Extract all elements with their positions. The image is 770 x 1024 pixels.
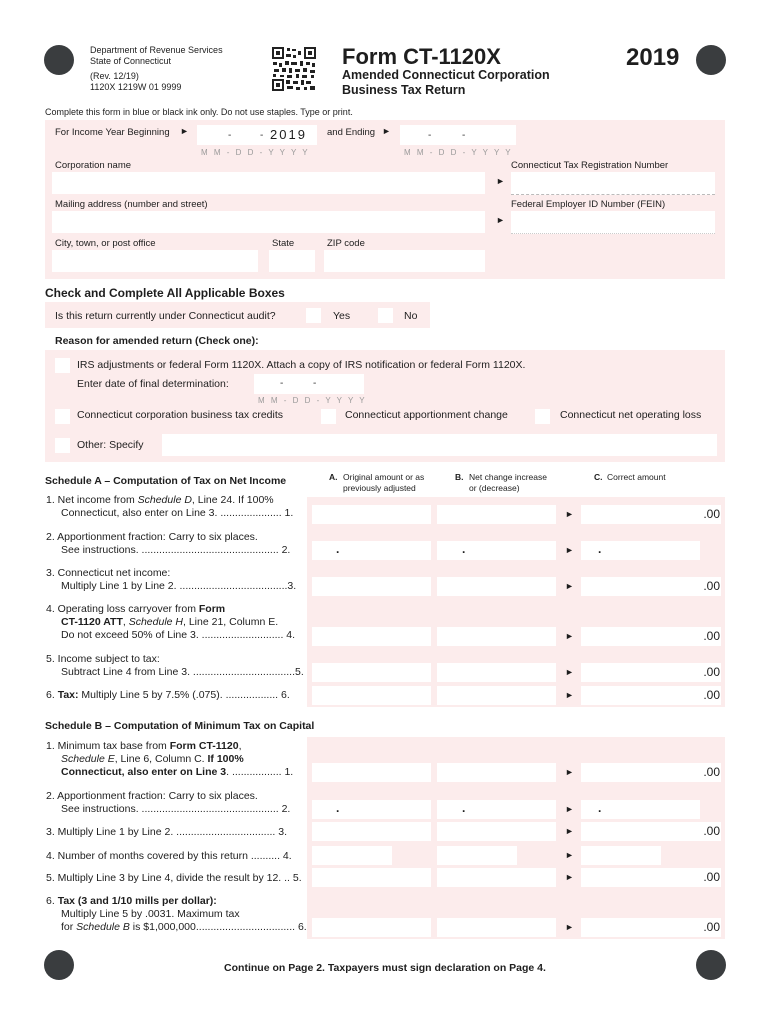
date-separator: - (462, 130, 466, 141)
col-a-letter: A. (329, 472, 338, 482)
arrow-right-icon: ► (565, 826, 574, 836)
tax-year: 2019 (626, 44, 680, 71)
audit-question: Is this return currently under Connecticut audit? (55, 310, 276, 322)
form-subtitle-2: Business Tax Return (342, 83, 466, 97)
check-boxes-heading: Check and Complete All Applicable Boxes (45, 286, 285, 300)
state-name: State of Connecticut (90, 56, 172, 66)
audit-no-checkbox[interactable] (378, 308, 393, 323)
col-b-header: Net change increase (469, 472, 547, 482)
col-a-header-2: previously adjusted (343, 483, 416, 493)
registration-mark (44, 45, 74, 75)
nol-label: Connecticut net operating loss (560, 409, 702, 421)
schedule-b-title: Schedule B – Computation of Minimum Tax on Capital (45, 720, 315, 732)
other-specify-input[interactable] (162, 434, 717, 456)
sch-a-line-2-col-b[interactable] (437, 541, 556, 560)
sch-b-line-2-col-b[interactable] (437, 800, 556, 819)
form-code: 1120X 1219W 01 9999 (90, 82, 182, 92)
final-determination-date-input[interactable] (254, 374, 364, 394)
other-label: Other: Specify (77, 439, 144, 451)
form-title: Form CT-1120X (342, 44, 501, 69)
apportionment-label: Connecticut apportionment change (345, 409, 508, 421)
city-input[interactable] (52, 250, 258, 272)
sch-b-line-3-label: 3. Multiply Line 1 by Line 2. .................................. 3. (46, 826, 288, 838)
cents-suffix: .00 (703, 920, 720, 934)
sch-a-line-4-col-b[interactable] (437, 627, 556, 646)
fein-label: Federal Employer ID Number (FEIN) (511, 199, 666, 210)
sch-a-line-2-label: 2. Apportionment fraction: Carry to six places. See instructions. ............................................... 2. (46, 531, 291, 556)
decimal-point: . (598, 542, 602, 556)
fein-input[interactable] (511, 211, 715, 234)
arrow-right-icon: ► (565, 804, 574, 814)
arrow-right-icon: ► (565, 509, 574, 519)
sch-b-line-4-col-a[interactable] (312, 846, 392, 865)
end-date-input[interactable] (400, 125, 516, 145)
nol-checkbox[interactable] (535, 409, 550, 424)
col-c-letter: C. (594, 472, 603, 482)
sch-b-line-4-label: 4. Number of months covered by this return .......... 4. (46, 850, 292, 862)
decimal-point: . (336, 542, 340, 556)
col-b-header-2: or (decrease) (469, 483, 520, 493)
corp-name-label: Corporation name (55, 160, 132, 171)
credits-checkbox[interactable] (55, 409, 70, 424)
final-determination-label: Enter date of final determination: (77, 378, 229, 390)
sch-a-line-1-label: 1. Net income from Schedule D, Line 24. If 100% Connecticut, also enter on Line 3. ..................... 1. (46, 494, 294, 519)
sch-a-line-5-col-a[interactable] (312, 663, 431, 682)
arrow-right-icon: ► (565, 850, 574, 860)
sch-a-line-3-col-b[interactable] (437, 577, 556, 596)
arrow-right-icon: ► (565, 545, 574, 555)
begin-year-prefill: 2019 (270, 127, 307, 142)
income-year-label: For Income Year Beginning (55, 127, 170, 138)
arrow-right-icon: ► (382, 126, 391, 136)
audit-yes-checkbox[interactable] (306, 308, 321, 323)
apportionment-checkbox[interactable] (321, 409, 336, 424)
sch-b-line-2-col-a[interactable] (312, 800, 431, 819)
irs-adjustment-label: IRS adjustments or federal Form 1120X. Attach a copy of IRS notification or federal Form 1120X. (77, 359, 526, 371)
revision: (Rev. 12/19) (90, 71, 139, 81)
other-checkbox[interactable] (55, 438, 70, 453)
sch-b-line-2-label: 2. Apportionment fraction: Carry to six places. See instructions. ............................................... 2. (46, 790, 291, 815)
audit-yes-label: Yes (333, 310, 351, 322)
arrow-right-icon: ► (565, 667, 574, 677)
date-separator: - (228, 130, 232, 141)
arrow-right-icon: ► (565, 631, 574, 641)
mailing-address-input[interactable] (52, 211, 485, 233)
state-label: State (272, 238, 295, 249)
sch-b-line-6-col-b[interactable] (437, 918, 556, 937)
cents-suffix: .00 (703, 579, 720, 593)
arrow-right-icon: ► (496, 215, 505, 225)
sch-a-line-3-label: 3. Connecticut net income: Multiply Line 1 by Line 2. .....................................3. (46, 567, 297, 592)
arrow-right-icon: ► (180, 126, 189, 136)
sch-b-line-3-col-a[interactable] (312, 822, 431, 841)
arrow-right-icon: ► (496, 176, 505, 186)
reason-heading: Reason for amended return (Check one): (55, 335, 259, 347)
col-a-header: Original amount or as (343, 472, 425, 482)
sch-b-line-1-col-a[interactable] (312, 763, 431, 782)
form-subtitle-1: Amended Connecticut Corporation (342, 68, 550, 82)
decimal-point: . (462, 801, 466, 815)
sch-b-line-1-label: 1. Minimum tax base from Form CT-1120, Schedule E, Line 6, Column C. If 100% Connecticut, also enter on Line 3. ................. 1. (46, 740, 294, 778)
cents-suffix: .00 (703, 870, 720, 884)
city-label: City, town, or post office (55, 238, 156, 249)
arrow-right-icon: ► (565, 690, 574, 700)
sch-b-line-5-label: 5. Multiply Line 3 by Line 4, divide the result by 12. .. 5. (46, 872, 302, 884)
sch-b-line-6-label: 6. Tax (3 and 1/10 mills per dollar): Multiply Line 5 by .0031. Maximum tax for Schedule B is $1,000,000.................................. 6. (46, 895, 307, 933)
state-input[interactable] (269, 250, 315, 272)
qr-code-icon (272, 47, 316, 91)
arrow-right-icon: ► (565, 922, 574, 932)
arrow-right-icon: ► (565, 581, 574, 591)
dept-name: Department of Revenue Services (90, 45, 223, 55)
cents-suffix: .00 (703, 665, 720, 679)
sch-a-line-1-col-b[interactable] (437, 505, 556, 524)
end-date-format-hint: M M - D D - Y Y Y Y (404, 148, 513, 157)
sch-a-line-6-label: 6. Tax: Multiply Line 5 by 7.5% (.075). .................. 6. (46, 689, 290, 701)
sch-b-line-5-col-a[interactable] (312, 868, 431, 887)
sch-b-line-4-col-b[interactable] (437, 846, 517, 865)
decimal-point: . (336, 801, 340, 815)
arrow-right-icon: ► (565, 872, 574, 882)
sch-a-line-5-label: 5. Income subject to tax: Subtract Line 4 from Line 3. ...................................5. (46, 653, 304, 678)
corp-name-input[interactable] (52, 172, 485, 194)
arrow-right-icon: ► (565, 767, 574, 777)
begin-date-format-hint: M M - D D - Y Y Y Y (201, 148, 310, 157)
sch-a-line-2-col-a[interactable] (312, 541, 431, 560)
col-c-header: Correct amount (607, 472, 666, 482)
sch-a-line-1-col-a[interactable] (312, 505, 431, 524)
sch-a-line-6-col-b[interactable] (437, 686, 556, 705)
schedule-a-title: Schedule A – Computation of Tax on Net Income (45, 475, 287, 487)
ct-reg-label: Connecticut Tax Registration Number (511, 160, 669, 171)
sch-b-line-3-col-b[interactable] (437, 822, 556, 841)
sch-a-line-4-col-a[interactable] (312, 627, 431, 646)
mailing-label: Mailing address (number and street) (55, 199, 208, 210)
ct-reg-input[interactable] (511, 172, 715, 195)
registration-mark (696, 45, 726, 75)
cents-suffix: .00 (703, 824, 720, 838)
cents-suffix: .00 (703, 765, 720, 779)
date-separator: - (428, 130, 432, 141)
decimal-point: . (462, 542, 466, 556)
sch-a-line-6-col-a[interactable] (312, 686, 431, 705)
sch-a-line-3-col-a[interactable] (312, 577, 431, 596)
cents-suffix: .00 (703, 507, 720, 521)
sch-b-line-6-col-a[interactable] (312, 918, 431, 937)
sch-a-line-5-col-b[interactable] (437, 663, 556, 682)
cents-suffix: .00 (703, 629, 720, 643)
footer-note: Continue on Page 2. Taxpayers must sign declaration on Page 4. (224, 962, 546, 974)
audit-no-label: No (404, 310, 418, 322)
sch-b-line-5-col-b[interactable] (437, 868, 556, 887)
sch-a-line-4-label: 4. Operating loss carryover from Form CT-1120 ATT, Schedule H, Line 21, Column E. Do not exceed 50% of Line 3. ............................ 4. (46, 603, 296, 641)
final-date-format-hint: M M - D D - Y Y Y Y (258, 396, 367, 405)
irs-adjustment-checkbox[interactable] (55, 358, 70, 373)
sch-b-line-4-col-c[interactable] (581, 846, 661, 865)
col-b-letter: B. (455, 472, 464, 482)
date-separator: - (260, 130, 264, 141)
date-separator: - (313, 378, 317, 389)
zip-label: ZIP code (327, 238, 365, 249)
credits-label: Connecticut corporation business tax credits (77, 409, 284, 421)
cents-suffix: .00 (703, 688, 720, 702)
sch-b-line-1-col-b[interactable] (437, 763, 556, 782)
ending-label: and Ending (327, 127, 376, 138)
zip-input[interactable] (324, 250, 485, 272)
decimal-point: . (598, 801, 602, 815)
form-instructions: Complete this form in blue or black ink only. Do not use staples. Type or print. (45, 107, 353, 117)
date-separator: - (280, 378, 284, 389)
